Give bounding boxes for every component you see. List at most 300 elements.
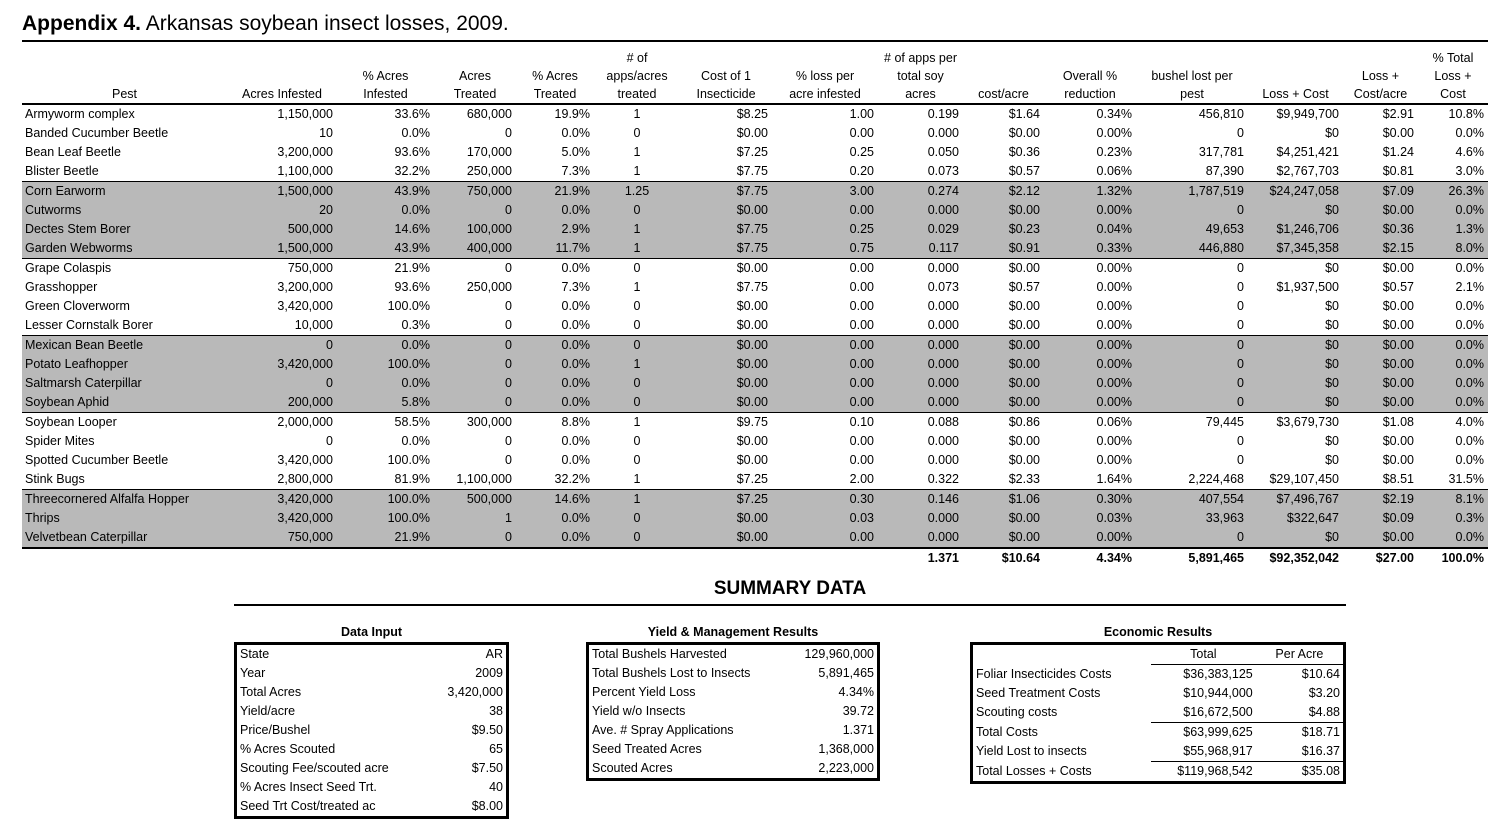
table-cell: $0.00 <box>680 336 772 356</box>
table-cell: 4.6% <box>1455 145 1484 159</box>
table-cell: 7.3% <box>561 280 590 294</box>
table-cell: 0.050 <box>927 145 959 159</box>
table-cell: 31.5% <box>1418 470 1488 490</box>
table-cell: 0.0% <box>1418 355 1488 374</box>
table-cell: 14.6% <box>516 490 594 510</box>
table-cell: $0.00 <box>1008 299 1040 313</box>
table-cell: 0.00 <box>772 374 878 393</box>
summary-value: $36,383,125 <box>1151 665 1256 685</box>
table-cell: $0.00 <box>1343 316 1418 336</box>
summary-value: AR <box>485 647 503 661</box>
column-header <box>963 49 1044 67</box>
table-cell: 0 <box>1237 126 1244 140</box>
table-cell: 0 <box>594 374 680 393</box>
table-cell: 0.0% <box>516 374 594 393</box>
table-cell: 0.000 <box>927 261 959 275</box>
column-header: % loss per <box>795 69 855 83</box>
table-cell: 0.00 <box>849 126 874 140</box>
yield-management-title: Yield & Management Results <box>647 625 819 639</box>
table-cell: 100.0% <box>337 509 434 528</box>
summary-label: Yield Lost to insects <box>976 744 1087 759</box>
table-cell: 100.0% <box>337 490 434 510</box>
table-cell: 3,420,000 <box>277 299 333 313</box>
table-cell: 79,445 <box>1205 415 1244 429</box>
table-cell: 0.0% <box>1418 201 1488 220</box>
summary-row <box>972 684 1345 703</box>
pest-name: Green Cloverworm <box>25 299 130 313</box>
table-cell: 5.0% <box>561 145 590 159</box>
pest-row <box>22 393 1488 413</box>
table-cell: $1.24 <box>1382 145 1414 159</box>
table-cell: 0.000 <box>878 509 963 528</box>
summary-value: 129,960,000 <box>804 647 874 661</box>
table-cell: 0 <box>227 374 337 393</box>
summary-row <box>588 721 879 740</box>
table-cell: $0.00 <box>1008 434 1040 448</box>
pest-row <box>22 143 1488 162</box>
table-cell: 0.0% <box>401 434 430 448</box>
table-cell: 0 <box>633 299 641 313</box>
box-header <box>972 644 1151 665</box>
table-cell: 3,420,000 <box>227 355 337 374</box>
table-cell: 0 <box>594 509 680 528</box>
table-cell: 20 <box>227 201 337 220</box>
table-cell: $0.00 <box>736 126 768 140</box>
table-cell: $7.75 <box>736 280 768 294</box>
pest-row <box>22 374 1488 393</box>
table-cell: $24,247,058 <box>1248 182 1343 202</box>
table-cell: $0 <box>1248 393 1343 413</box>
table-cell: $0.23 <box>963 220 1044 239</box>
table-cell: $2.19 <box>1343 490 1418 510</box>
summary-label: Seed Treatment Costs <box>976 686 1101 700</box>
column-header: total soy <box>897 69 944 83</box>
table-cell: $0.00 <box>963 509 1044 528</box>
table-cell: 0.000 <box>927 453 959 467</box>
summary-row <box>588 644 879 665</box>
column-header: treated <box>594 85 680 104</box>
table-cell: 0.0% <box>516 316 594 336</box>
column-header <box>772 49 878 67</box>
table-cell: 0.0% <box>516 393 594 413</box>
table-cell: 170,000 <box>466 145 512 159</box>
column-header: % Acres <box>362 69 409 83</box>
table-cell: $0.00 <box>1382 453 1414 467</box>
table-cell: $0.91 <box>963 239 1044 259</box>
table-cell: 81.9% <box>337 470 434 490</box>
summary-value: $35.08 <box>1301 764 1340 778</box>
summary-value: $55,968,917 <box>1151 742 1256 762</box>
table-cell: 0.029 <box>878 220 963 239</box>
economic-results-table <box>970 642 1346 784</box>
table-cell: $7.75 <box>680 220 772 239</box>
summary-value: 1,368,000 <box>818 742 874 756</box>
table-cell: $0.00 <box>1343 374 1418 393</box>
table-cell: 4.0% <box>1455 415 1484 429</box>
total-cell <box>434 548 516 568</box>
pest-name: Spider Mites <box>25 434 95 448</box>
pest-row <box>22 278 1488 297</box>
table-cell: 11.7% <box>516 239 594 259</box>
table-cell: 100.0% <box>337 355 434 374</box>
table-cell: 0.0% <box>1455 261 1484 275</box>
table-cell: 0.0% <box>561 434 590 448</box>
summary-label: Yield/acre <box>240 704 296 718</box>
table-cell: $0.00 <box>1008 126 1040 140</box>
table-cell: 2.00 <box>772 470 878 490</box>
table-cell: 8.1% <box>1418 490 1488 510</box>
table-cell: 0.0% <box>1418 336 1488 356</box>
table-cell: 0 <box>434 393 516 413</box>
summary-row <box>972 723 1345 743</box>
table-cell: 0.03% <box>1044 509 1136 528</box>
column-header <box>1136 49 1248 67</box>
pest-row <box>22 259 1488 279</box>
column-header: Cost <box>1418 85 1488 104</box>
summary-value: 5,891,465 <box>818 666 874 680</box>
pest-row <box>22 220 1488 239</box>
table-cell: 0.322 <box>878 470 963 490</box>
column-header <box>1044 49 1136 67</box>
table-cell: 0.00 <box>772 393 878 413</box>
summary-value: $16.37 <box>1256 742 1345 762</box>
pest-row <box>22 355 1488 374</box>
table-cell: 0.000 <box>878 374 963 393</box>
column-header: Treated <box>434 85 516 104</box>
table-cell: 1 <box>633 415 641 429</box>
table-cell: 0.274 <box>878 182 963 202</box>
table-cell: $0.00 <box>963 393 1044 413</box>
table-cell: 0.10 <box>849 415 874 429</box>
total-cell <box>594 548 680 568</box>
pest-name: Dectes Stem Borer <box>22 220 227 239</box>
summary-value: 3,420,000 <box>447 685 503 699</box>
table-cell: 0.073 <box>878 162 963 182</box>
pest-row <box>22 124 1488 143</box>
table-cell: 0.00% <box>1044 355 1136 374</box>
insect-losses-table <box>22 49 1488 568</box>
table-cell: 0 <box>633 126 641 140</box>
table-cell: 0.0% <box>516 336 594 356</box>
column-header: Overall % <box>1062 69 1118 83</box>
pest-row <box>22 432 1488 451</box>
table-cell: $0.57 <box>963 162 1044 182</box>
table-cell: 87,390 <box>1136 162 1248 182</box>
table-cell: 0.00 <box>849 261 874 275</box>
table-cell: 93.6% <box>394 145 430 159</box>
summary-row <box>588 683 879 702</box>
table-cell: $7.25 <box>680 470 772 490</box>
appendix-label: Appendix 4. <box>22 12 142 35</box>
table-cell: 1 <box>594 162 680 182</box>
table-cell: 0.00 <box>849 280 874 294</box>
table-cell: 0.00% <box>1096 280 1132 294</box>
table-cell: 21.9% <box>394 261 430 275</box>
column-header: acre infested <box>772 85 878 104</box>
table-cell: 0.30 <box>772 490 878 510</box>
pest-row <box>22 162 1488 182</box>
table-cell: $0.00 <box>680 509 772 528</box>
table-cell: 0 <box>434 336 516 356</box>
table-cell: 0.00% <box>1096 126 1132 140</box>
summary-value: $16,672,500 <box>1183 705 1253 719</box>
summary-rule <box>234 604 1346 606</box>
pest-name: Bean Leaf Beetle <box>25 145 121 159</box>
column-header: Acres Infested <box>227 85 337 104</box>
summary-label: Seed Trt Cost/treated ac <box>240 799 376 813</box>
pest-name: Garden Webworms <box>22 239 227 259</box>
summary-value: 2009 <box>475 666 503 680</box>
summary-row <box>972 742 1345 762</box>
summary-row <box>236 702 508 721</box>
table-cell: 0.00 <box>772 336 878 356</box>
pest-row <box>22 451 1488 470</box>
appendix-title <box>22 12 509 36</box>
column-header: Pest <box>22 85 227 104</box>
table-cell: 1.64% <box>1044 470 1136 490</box>
table-cell: 0.00% <box>1044 316 1136 336</box>
table-cell: 0.0% <box>561 299 590 313</box>
table-cell: 0 <box>1237 280 1244 294</box>
table-cell: $1.08 <box>1382 415 1414 429</box>
table-cell: 750,000 <box>434 182 516 202</box>
table-cell: 0.00% <box>1044 393 1136 413</box>
table-cell: $8.25 <box>736 107 768 121</box>
summary-value: $10.64 <box>1256 665 1345 685</box>
column-header: Insecticide <box>680 85 772 104</box>
table-cell: 3,200,000 <box>277 145 333 159</box>
table-cell: $0 <box>1325 299 1339 313</box>
pest-name: Grape Colaspis <box>25 261 112 275</box>
total-cell: $10.64 <box>1001 551 1040 565</box>
total-cell <box>337 548 434 568</box>
table-cell: 0.073 <box>927 280 959 294</box>
table-cell: 0.00 <box>849 453 874 467</box>
pest-row <box>22 316 1488 336</box>
table-cell: $0 <box>1325 126 1339 140</box>
table-cell: 26.3% <box>1418 182 1488 202</box>
table-cell: 2,000,000 <box>277 415 333 429</box>
pest-row <box>22 413 1488 433</box>
summary-value: $3.20 <box>1308 686 1340 700</box>
total-cell <box>22 548 227 568</box>
column-header: % Acres <box>532 69 578 83</box>
summary-row <box>972 762 1345 783</box>
table-cell: 0 <box>227 336 337 356</box>
table-cell: 0 <box>1237 453 1244 467</box>
table-cell: 0.146 <box>878 490 963 510</box>
column-header <box>1343 49 1418 67</box>
column-header: # of <box>626 51 648 65</box>
table-cell: 0.0% <box>1455 126 1484 140</box>
total-cell: 5,891,465 <box>1188 551 1244 565</box>
table-cell: 0.0% <box>1455 434 1484 448</box>
pest-name: Corn Earworm <box>22 182 227 202</box>
table-cell: 0.000 <box>878 528 963 548</box>
table-cell: $0.00 <box>963 374 1044 393</box>
data-input-table <box>234 642 509 819</box>
table-cell: $2.15 <box>1343 239 1418 259</box>
table-cell: $0.00 <box>1382 434 1414 448</box>
table-cell: $7,496,767 <box>1248 490 1343 510</box>
pest-name: Cutworms <box>22 201 227 220</box>
table-cell: 0.088 <box>927 415 959 429</box>
table-cell: 680,000 <box>466 107 512 121</box>
pest-name: Thrips <box>22 509 227 528</box>
table-cell: 0.06% <box>1044 162 1136 182</box>
total-cell: $27.00 <box>1375 551 1414 565</box>
table-cell: 0.0% <box>561 126 590 140</box>
summary-value: $119,968,542 <box>1177 764 1253 778</box>
table-cell: 0 <box>594 316 680 336</box>
table-cell: 0.0% <box>1418 528 1488 548</box>
table-cell: $0.00 <box>680 528 772 548</box>
pest-name: Armyworm complex <box>25 107 135 121</box>
column-header: Cost of 1 <box>700 69 752 83</box>
summary-value: 2,223,000 <box>818 761 874 775</box>
column-header <box>227 49 337 67</box>
table-cell: 100.0% <box>387 453 430 467</box>
table-cell: 0 <box>505 126 512 140</box>
table-cell: 0.34% <box>1096 107 1132 121</box>
summary-label: Scouted Acres <box>592 761 673 775</box>
table-cell: 0.3% <box>1418 509 1488 528</box>
table-cell: $0.00 <box>736 299 768 313</box>
table-cell: 0.117 <box>878 239 963 259</box>
pest-row <box>22 528 1488 548</box>
table-cell: 2.1% <box>1455 280 1484 294</box>
column-header <box>22 67 227 85</box>
table-cell: 2,800,000 <box>227 470 337 490</box>
pest-name: Threecornered Alfalfa Hopper <box>22 490 227 510</box>
table-cell: 500,000 <box>227 220 337 239</box>
table-cell: 0.0% <box>1418 393 1488 413</box>
column-header <box>516 49 594 67</box>
table-cell: 0.23% <box>1096 145 1132 159</box>
box-header: Total <box>1190 647 1217 661</box>
summary-label: Total Losses + Costs <box>976 763 1092 778</box>
summary-row <box>236 644 508 665</box>
table-cell: 1.3% <box>1418 220 1488 239</box>
pest-row <box>22 336 1488 356</box>
table-cell: 0.00 <box>772 201 878 220</box>
total-cell: 1.371 <box>927 551 959 565</box>
header-row <box>22 67 1488 85</box>
summary-value: 38 <box>489 704 503 718</box>
table-cell: $0.36 <box>1343 220 1418 239</box>
table-cell: $0.00 <box>963 316 1044 336</box>
summary-label: Total Acres <box>240 685 302 699</box>
table-cell: 10.8% <box>1448 107 1484 121</box>
table-cell: $322,647 <box>1248 509 1343 528</box>
economic-results-title: Economic Results <box>1103 625 1213 639</box>
summary-row <box>972 703 1345 723</box>
table-cell: 1 <box>594 220 680 239</box>
table-cell: $0.00 <box>963 336 1044 356</box>
table-cell: 0.00% <box>1096 261 1132 275</box>
table-cell: 0.30% <box>1044 490 1136 510</box>
summary-label: Year <box>240 666 266 680</box>
table-cell: 43.9% <box>337 239 434 259</box>
table-cell: $0.00 <box>680 374 772 393</box>
table-cell: $1,937,500 <box>1276 280 1339 294</box>
table-cell: 456,810 <box>1198 107 1244 121</box>
table-cell: 0.0% <box>516 509 594 528</box>
summary-label: Total Bushels Lost to Insects <box>592 666 751 680</box>
summary-value: $63,999,625 <box>1151 723 1256 743</box>
table-cell: $0 <box>1248 528 1343 548</box>
table-cell: 0 <box>434 355 516 374</box>
table-cell: $0.86 <box>1008 415 1040 429</box>
table-cell: 0 <box>505 261 512 275</box>
table-cell: 250,000 <box>466 280 512 294</box>
table-cell: 1,150,000 <box>277 107 333 121</box>
column-header: Acres <box>459 69 491 83</box>
table-cell: $0.00 <box>1382 299 1414 313</box>
table-cell: 0.0% <box>1455 453 1484 467</box>
table-cell: 21.9% <box>337 528 434 548</box>
table-cell: 446,880 <box>1136 239 1248 259</box>
table-cell: $0.00 <box>963 528 1044 548</box>
table-cell: $7.75 <box>680 239 772 259</box>
table-cell: 0.000 <box>927 299 959 313</box>
table-cell: 0 <box>633 261 641 275</box>
table-cell: 10 <box>319 126 333 140</box>
table-cell: $0.57 <box>1008 280 1040 294</box>
table-cell: $0 <box>1248 336 1343 356</box>
summary-row <box>588 759 879 780</box>
table-cell: 0 <box>505 453 512 467</box>
table-cell: $0.00 <box>1382 126 1414 140</box>
table-cell: 0 <box>594 393 680 413</box>
table-cell: 3,420,000 <box>227 490 337 510</box>
summary-label: Price/Bushel <box>240 723 311 737</box>
box-header: Per Acre <box>1275 647 1324 661</box>
table-cell: 1 <box>594 490 680 510</box>
summary-label: Scouting Fee/scouted acre <box>240 761 389 775</box>
summary-value: 4.34% <box>838 685 874 699</box>
table-cell: 5.8% <box>337 393 434 413</box>
table-cell: $0.00 <box>1343 336 1418 356</box>
table-cell: 0.0% <box>561 261 590 275</box>
pest-row <box>22 470 1488 490</box>
table-cell: $29,107,450 <box>1248 470 1343 490</box>
column-header: # of apps per <box>884 51 957 65</box>
pest-name: Soybean Aphid <box>22 393 227 413</box>
table-cell: 10,000 <box>227 316 337 336</box>
pest-name: Banded Cucumber Beetle <box>25 126 169 140</box>
table-cell: 1 <box>594 239 680 259</box>
table-cell: 0.00 <box>849 434 874 448</box>
summary-value: $4.88 <box>1308 705 1340 719</box>
summary-value: $7.50 <box>471 761 503 775</box>
table-cell: 1 <box>633 107 641 121</box>
table-cell: 1 <box>633 145 641 159</box>
pest-row <box>22 104 1488 124</box>
table-cell: 0.00% <box>1044 201 1136 220</box>
table-cell: 0.0% <box>516 528 594 548</box>
table-cell: 0.00% <box>1044 336 1136 356</box>
summary-row <box>972 665 1345 685</box>
table-cell: 0.00 <box>772 355 878 374</box>
table-cell: $1.06 <box>963 490 1044 510</box>
pest-row <box>22 182 1488 202</box>
yield-management-table <box>586 642 880 781</box>
table-cell: 0.0% <box>337 374 434 393</box>
table-cell: $4,251,421 <box>1276 145 1339 159</box>
table-cell: 0.000 <box>927 434 959 448</box>
table-cell: 0 <box>594 201 680 220</box>
